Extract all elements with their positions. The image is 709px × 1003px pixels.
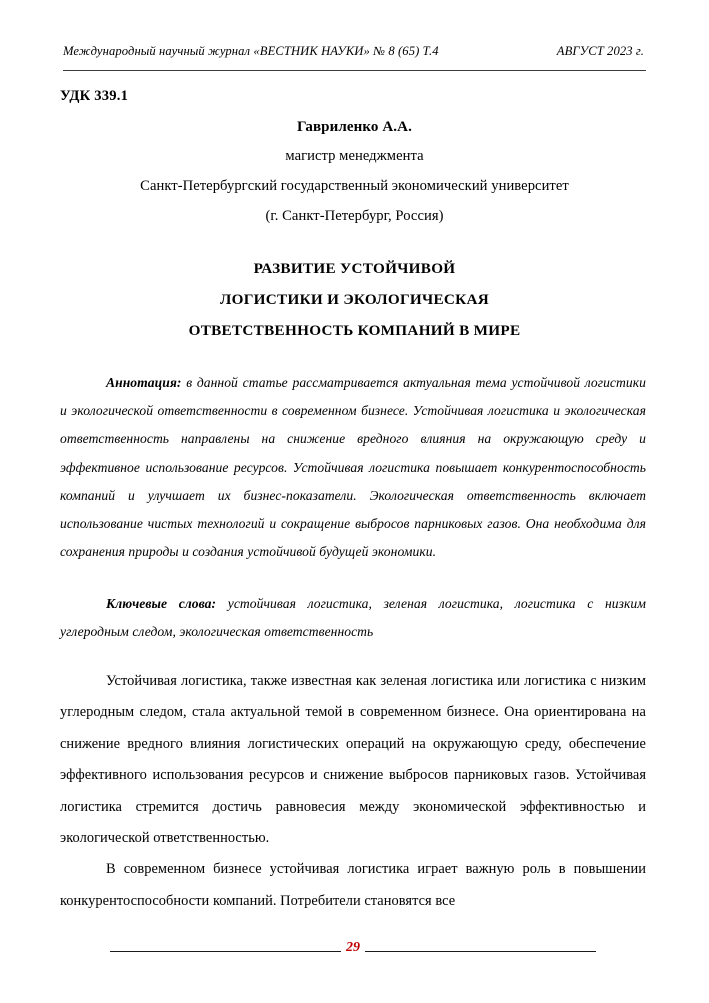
article-title-line-3: ОТВЕТСТВЕННОСТЬ КОМПАНИЙ В МИРЕ	[188, 322, 521, 339]
header-divider	[63, 70, 646, 71]
page-number: 29	[346, 940, 360, 955]
author-city: (г. Санкт-Петербург, Россия)	[265, 208, 444, 224]
keywords-paragraph	[60, 590, 646, 646]
article-title	[63, 253, 646, 346]
running-head-date: АВГУСТ 2023 г.	[556, 44, 644, 58]
author-name: Гавриленко А.А.	[297, 119, 412, 135]
author-organization: Санкт-Петербургский государственный экономический университет	[140, 178, 569, 194]
running-head	[63, 44, 646, 59]
article-title-line-1: РАЗВИТИЕ УСТОЙЧИВОЙ	[253, 260, 456, 277]
author-degree: магистр менеджмента	[285, 148, 424, 164]
running-head-journal: Международный научный журнал «ВЕСТНИК НАУКИ» № 8 (65) Т.4	[63, 44, 439, 58]
abstract-label: Аннотация:	[106, 375, 182, 390]
author-block	[63, 113, 646, 231]
body-paragraph-2: В современном бизнесе устойчивая логистика играет важную роль в повышении конкурентоспособности компаний. Потребители становятся все	[60, 861, 646, 909]
footer-rule-left	[110, 951, 341, 952]
abstract-text: в данной статье рассматривается актуальная тема устойчивой логистики и экологической ответственности в современном бизнесе. Устойчивая логистика и экологическая ответственность направлены на снижение вредного влияния на окружающую среду и эффективное использование ресурсов. Устойчивая логистика повышает конкурентоспособность компаний и улучшает их бизнес-показатели. Экологическая ответственность включает использование чистых технологий и сокращение выбросов парниковых газов. Она необходима для сохранения природы и создания устойчивой будущей экономики.	[60, 375, 646, 560]
udc-code: УДК 339.1	[60, 88, 129, 104]
body-text	[60, 666, 646, 917]
keywords-text: устойчивая логистика, зеленая логистика, логистика с низким углеродным следом, экологическая ответственность	[60, 596, 646, 640]
abstract-paragraph	[60, 369, 646, 566]
footer-rule-right	[365, 951, 596, 952]
keywords-label: Ключевые слова:	[106, 596, 217, 611]
article-title-line-2: ЛОГИСТИКИ И ЭКОЛОГИЧЕСКАЯ	[219, 291, 490, 308]
body-paragraph-1: Устойчивая логистика, также известная как зеленая логистика или логистика с низким углеродным следом, стала актуальной темой в современном бизнесе. Она ориентирована на снижение вредного влияния логистических операций на окружающую среду, обеспечение эффективного использования ресурсов и снижение выбросов парниковых газов. Устойчивая логистика стремится достичь равновесия между экономической эффективностью и экологической ответственностью.	[60, 673, 646, 847]
page-footer	[110, 940, 596, 958]
